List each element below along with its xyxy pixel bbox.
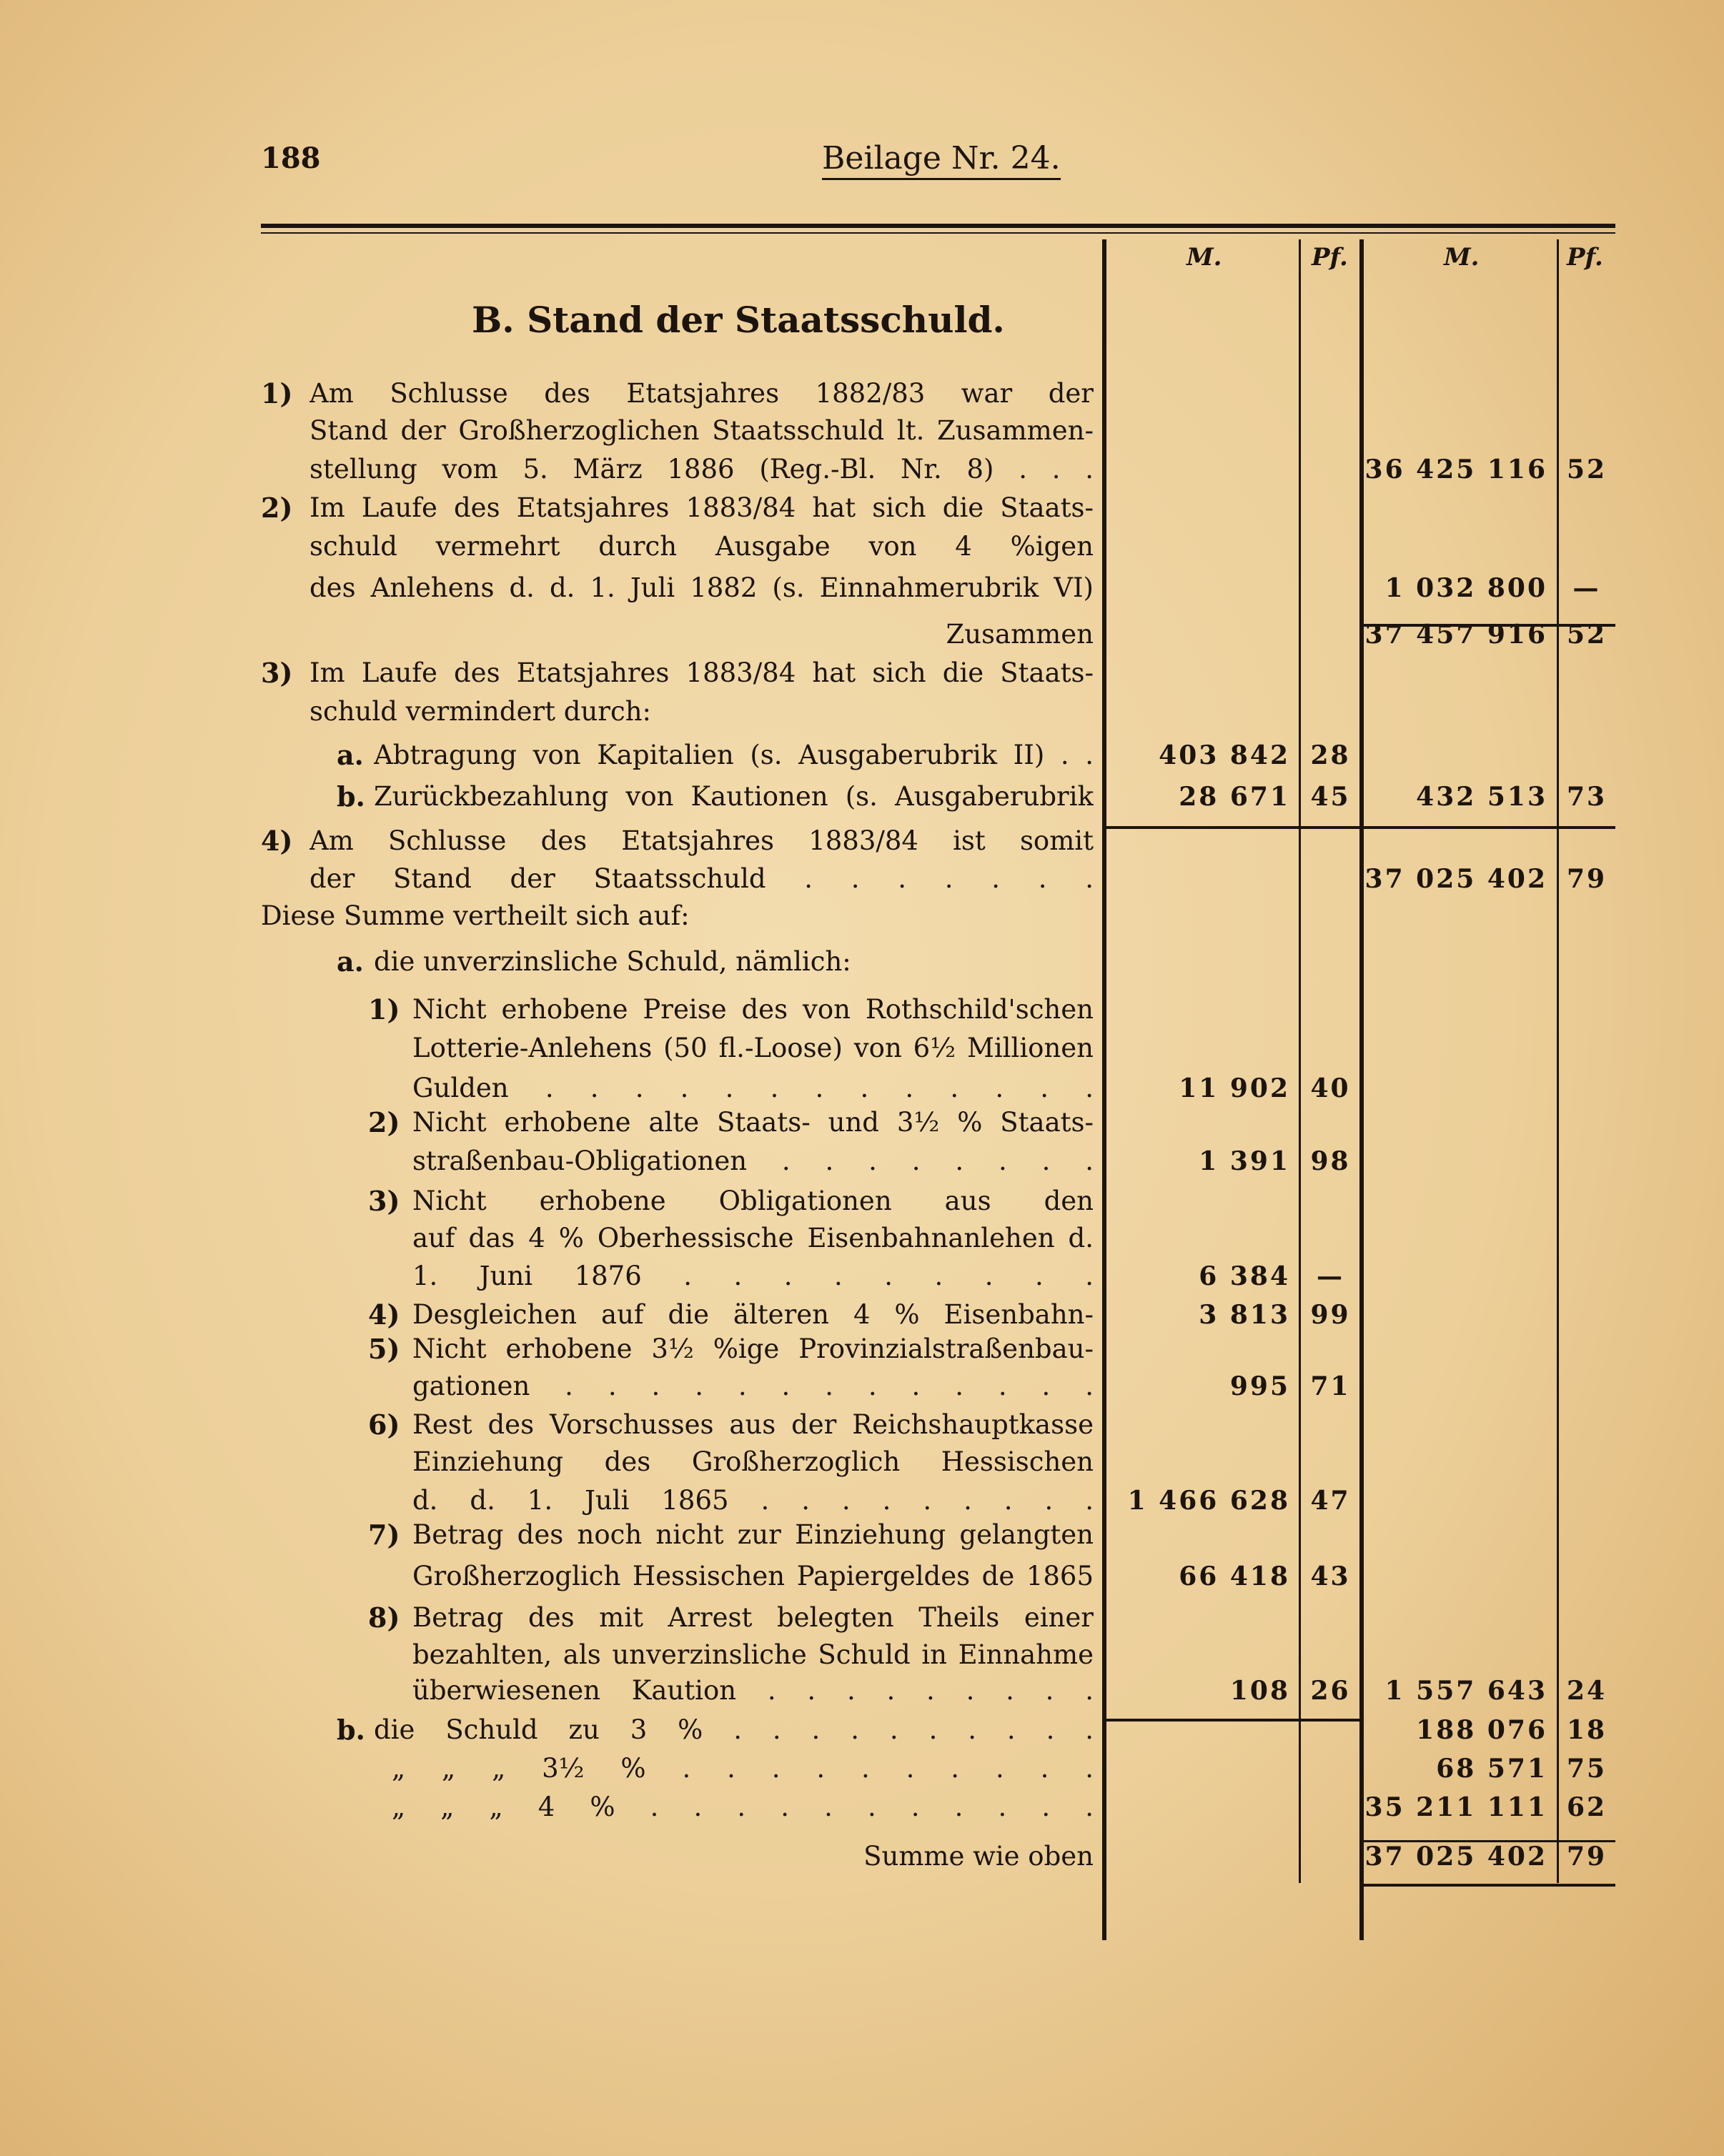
total-pfennig: 73 (1566, 782, 1607, 812)
item-text: Abtragung von Kapitalien (s. Ausgaberubrik II) . . (374, 740, 1094, 770)
table-row (0, 1558, 1724, 1595)
item-number: 3) (368, 1185, 400, 1217)
item-number: a. (337, 739, 364, 771)
item-number: 2) (368, 1106, 400, 1138)
item-text: Großherzoglich Hessischen Papiergeldes de 1865 (412, 1561, 1094, 1591)
total-mark: 37 457 916 (1364, 620, 1547, 650)
amount-mark: 108 (1229, 1676, 1290, 1706)
table-row (0, 451, 1724, 488)
table-row (0, 375, 1724, 412)
amount-pfennig: 43 (1310, 1561, 1351, 1591)
item-text: bezahlten, als unverzinsliche Schuld in Einnahme (412, 1639, 1094, 1670)
running-title: Beilage Nr. 24. (822, 140, 1061, 180)
item-text: d. d. 1. Juli 1865 . . . . . . . . . (412, 1485, 1094, 1516)
item-text: auf das 4 % Oberhessische Eisenbahnanlehen d. (412, 1223, 1094, 1253)
table-row (0, 943, 1724, 980)
total-pfennig: 62 (1566, 1792, 1607, 1822)
total-pfennig: 52 (1566, 454, 1607, 485)
item-number: b. (337, 780, 365, 813)
table-row (0, 1599, 1724, 1636)
item-text: Einziehung des Großherzoglich Hessischen (412, 1446, 1094, 1477)
item-number: a. (337, 945, 364, 978)
item-text: Nicht erhobene alte Staats- und 3½ % Staats- (412, 1107, 1094, 1138)
table-row (0, 1296, 1724, 1333)
table-row (0, 1220, 1724, 1257)
item-number: 8) (368, 1601, 400, 1634)
column-header-mark-total: M. (1444, 243, 1480, 272)
amount-pfennig: 98 (1310, 1146, 1351, 1176)
item-text: gationen . . . . . . . . . . . . . (412, 1371, 1094, 1401)
item-text: Lotterie-Anlehens (50 fl.-Loose) von 6½ Millionen (412, 1033, 1094, 1063)
table-row (0, 655, 1724, 692)
column-header-mark: M. (1187, 243, 1222, 272)
amount-mark: 995 (1229, 1371, 1290, 1401)
amount-mark: 403 842 (1159, 740, 1290, 770)
item-number: b. (337, 1714, 365, 1746)
table-row (0, 898, 1724, 935)
item-text: Rest des Vorschusses aus der Reichshauptkasse (412, 1409, 1094, 1440)
amount-pfennig: 47 (1310, 1486, 1351, 1516)
item-text: Stand der Großherzoglichen Staatsschuld lt. Zusammen- (309, 415, 1094, 446)
amount-mark: 28 671 (1179, 782, 1290, 812)
table-row (0, 1672, 1724, 1709)
table-row (0, 1258, 1724, 1295)
table-row (0, 1104, 1724, 1141)
total-mark: 1 032 800 (1384, 573, 1547, 603)
table-row (0, 1444, 1724, 1481)
amount-pfennig: 99 (1310, 1300, 1351, 1330)
top-rule-thin (261, 232, 1615, 234)
total-pfennig: 79 (1566, 1842, 1607, 1872)
amount-mark: 3 813 (1199, 1300, 1290, 1330)
item-text: die Schuld zu 3 % . . . . . . . . . . (374, 1714, 1094, 1745)
item-text: Nicht erhobene Preise des von Rothschild'schen (412, 994, 1094, 1025)
item-text: Summe wie oben (863, 1841, 1094, 1872)
amount-pfennig: — (1317, 1261, 1344, 1291)
table-row (0, 1482, 1724, 1519)
item-number: 6) (368, 1409, 400, 1441)
table-row (0, 1406, 1724, 1444)
item-text: Am Schlusse des Etatsjahres 1883/84 ist somit (309, 825, 1094, 856)
table-row (0, 991, 1724, 1028)
item-text: Nicht erhobene 3½ %ige Provinzialstraßenbau- (412, 1333, 1094, 1364)
item-text: Betrag des noch nicht zur Einziehung gelangten (412, 1519, 1094, 1550)
table-row (0, 1636, 1724, 1674)
item-number: 4) (261, 825, 293, 857)
top-rule-thick (261, 224, 1615, 228)
table-row (0, 1712, 1724, 1749)
item-text: schuld vermindert durch: (309, 696, 652, 727)
table-row (0, 1838, 1724, 1875)
item-text: Gulden . . . . . . . . . . . . . (412, 1073, 1094, 1103)
item-number: 2) (261, 492, 293, 524)
total-mark: 37 025 402 (1364, 1842, 1547, 1872)
table-row (0, 823, 1724, 860)
total-mark: 36 425 116 (1364, 454, 1547, 485)
item-text: straßenbau-Obligationen . . . . . . . . (412, 1146, 1094, 1176)
item-text: Am Schlusse des Etatsjahres 1882/83 war der (309, 378, 1094, 409)
item-text: überwiesenen Kaution . . . . . . . . . (412, 1675, 1094, 1706)
total-pfennig: 52 (1566, 620, 1607, 650)
item-text: schuld vermehrt durch Ausgabe von 4 %igen (309, 531, 1094, 562)
item-text: 1. Juni 1876 . . . . . . . . . (412, 1261, 1094, 1291)
table-row (0, 490, 1724, 527)
item-number: 7) (368, 1519, 400, 1551)
item-text: Betrag des mit Arrest belegten Theils einer (412, 1602, 1094, 1633)
total-mark: 1 557 643 (1384, 1676, 1547, 1706)
table-row (0, 1030, 1724, 1067)
table-row (0, 1789, 1724, 1826)
amount-mark: 66 418 (1179, 1561, 1290, 1591)
amount-mark: 6 384 (1199, 1261, 1290, 1291)
total-mark: 68 571 (1436, 1754, 1547, 1784)
section-title: B. Stand der Staatsschuld. (472, 299, 1005, 341)
amount-mark: 11 902 (1179, 1073, 1290, 1103)
table-row (0, 1143, 1724, 1180)
amount-pfennig: 71 (1310, 1371, 1351, 1401)
total-pfennig: — (1572, 573, 1601, 603)
table-row (0, 412, 1724, 449)
table-row (0, 1183, 1724, 1220)
total-pfennig: 24 (1566, 1676, 1607, 1706)
page-number: 188 (261, 141, 321, 175)
item-number: 4) (368, 1298, 400, 1331)
item-text: Zurückbezahlung von Kautionen (s. Ausgaberubrik (374, 781, 1094, 812)
item-number: 5) (368, 1333, 400, 1365)
amount-mark: 1 466 628 (1127, 1486, 1290, 1516)
item-text: Im Laufe des Etatsjahres 1883/84 hat sich die Staats- (309, 657, 1094, 688)
amount-mark: 1 391 (1199, 1146, 1290, 1176)
item-text: Nicht erhobene Obligationen aus den (412, 1186, 1094, 1216)
item-text: „ „ „ 3½ % . . . . . . . . . . (392, 1753, 1094, 1784)
item-text: Zusammen (946, 619, 1094, 650)
amount-pfennig: 40 (1310, 1073, 1351, 1103)
item-text: stellung vom 5. März 1886 (Reg.-Bl. Nr. 8) . . . (309, 454, 1094, 485)
table-row (0, 616, 1724, 653)
table-row (0, 1368, 1724, 1405)
table-row (0, 737, 1724, 774)
table-row (0, 528, 1724, 565)
table-row (0, 1331, 1724, 1368)
amount-pfennig: 26 (1310, 1676, 1351, 1706)
item-number: 3) (261, 657, 293, 689)
column-header-pfennig: Pf. (1312, 243, 1348, 272)
item-text: des Anlehens d. d. 1. Juli 1882 (s. Einnahmerubrik VI) (309, 572, 1094, 603)
table-row (0, 778, 1724, 815)
table-row (0, 1070, 1724, 1107)
item-text: die unverzinsliche Schuld, nämlich: (374, 946, 851, 977)
table-row (0, 570, 1724, 607)
total-mark: 37 025 402 (1364, 864, 1547, 894)
total-pfennig: 79 (1566, 864, 1607, 894)
amount-pfennig: 28 (1310, 740, 1351, 770)
sum-rule (1362, 1884, 1615, 1887)
item-number: 1) (368, 993, 400, 1025)
total-pfennig: 18 (1566, 1715, 1607, 1745)
table-row (0, 693, 1724, 730)
item-text: der Stand der Staatsschuld . . . . . . . (309, 863, 1094, 894)
item-text: Diese Summe vertheilt sich auf: (261, 900, 690, 931)
item-text: Desgleichen auf die älteren 4 % Eisenbahn- (412, 1299, 1094, 1330)
table-row (0, 1750, 1724, 1787)
amount-pfennig: 45 (1310, 782, 1351, 812)
item-text: „ „ „ 4 % . . . . . . . . . . . (392, 1792, 1094, 1822)
total-mark: 432 513 (1416, 782, 1547, 812)
item-number: 1) (261, 377, 293, 409)
table-row (0, 1516, 1724, 1554)
table-row (0, 860, 1724, 898)
column-header-pfennig-total: Pf. (1567, 243, 1603, 272)
total-pfennig: 75 (1566, 1754, 1607, 1784)
item-text: Im Laufe des Etatsjahres 1883/84 hat sich die Staats- (309, 492, 1094, 523)
total-mark: 35 211 111 (1364, 1792, 1547, 1822)
total-mark: 188 076 (1416, 1715, 1547, 1745)
